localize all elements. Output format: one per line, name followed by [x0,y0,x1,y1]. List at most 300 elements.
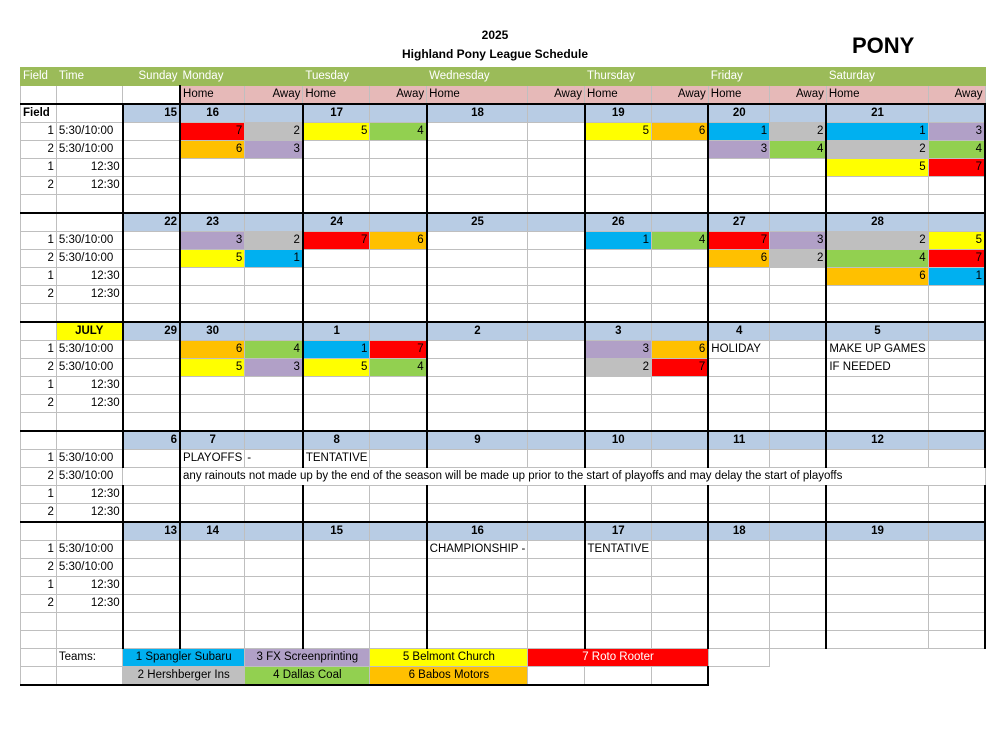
cell [585,559,652,577]
cell [826,504,928,523]
cell [427,304,528,323]
field-number: 2 [21,177,57,195]
cell [180,304,245,323]
title-block [380,26,610,64]
team-number: 3 [928,123,985,141]
team-number: 4 [770,141,827,159]
schedule-note: MAKE UP GAMES [826,341,928,359]
team-number: 3 [180,232,245,250]
cell [528,268,585,286]
team-number: 1 [826,123,928,141]
date-cell: 16 [427,522,528,541]
cell [180,286,245,304]
time-slot: 5:30/10:00 [56,541,122,559]
sunday-cell [123,159,180,177]
schedule-note: TENTATIVE [303,450,370,468]
cell [528,304,585,323]
cell [303,286,370,304]
field-number: 2 [21,395,57,413]
cell [303,486,370,504]
cell [528,141,585,159]
field-number: 2 [21,250,57,268]
cell [528,341,585,359]
date-cell [770,431,827,450]
team-number: 7 [708,232,769,250]
cell [303,595,370,613]
time-slot: 12:30 [56,595,122,613]
cell [585,268,652,286]
cell [427,450,528,468]
cell [180,395,245,413]
cell [585,377,652,395]
game-row [21,268,986,286]
date-cell [652,322,709,341]
cell [708,559,769,577]
cell [708,195,769,214]
cell [708,268,769,286]
home-label: Home [708,86,769,105]
field-number: 2 [21,141,57,159]
cell [427,613,528,631]
time-slot [56,613,122,631]
time-slot: 12:30 [56,268,122,286]
date-cell: 6 [123,431,180,450]
sunday-cell [123,123,180,141]
field-number: 2 [21,468,57,486]
cell [427,504,528,523]
day-header: Wednesday [427,68,528,86]
cell [245,559,303,577]
cell [826,577,928,595]
cell [826,395,928,413]
day-header [928,68,985,86]
team-number: 5 [180,250,245,268]
field-number: 1 [21,541,57,559]
date-cell: 5 [826,322,928,341]
cell [652,667,709,686]
cell [528,450,585,468]
day-header: Saturday [826,68,928,86]
cell [585,667,652,686]
cell [370,631,427,649]
cell [180,613,245,631]
date-cell: 14 [180,522,245,541]
cell [585,286,652,304]
cell [427,395,528,413]
field-header: Field [21,68,57,86]
cell [708,359,769,377]
field-number: 2 [21,359,57,377]
date-cell: 23 [180,213,245,232]
time-header: Time [56,68,122,86]
team-number: 1 [303,341,370,359]
sunday-cell [123,504,180,523]
cell [303,250,370,268]
team-number: 7 [652,359,709,377]
cell [303,141,370,159]
cell [56,213,122,232]
date-cell [770,213,827,232]
teams-legend-row [21,667,986,686]
date-cell [245,522,303,541]
away-label: Away [770,86,827,105]
cell [303,377,370,395]
cell [652,395,709,413]
away-label: Away [528,86,585,105]
cell [370,177,427,195]
cell [528,395,585,413]
cell [528,559,585,577]
date-cell [928,213,985,232]
month-label: JULY [56,322,122,341]
cell [928,341,985,359]
game-row [21,250,986,268]
game-row [21,486,986,504]
date-cell: 8 [303,431,370,450]
away-label: Away [245,86,303,105]
cell [427,486,528,504]
cell [180,595,245,613]
day-header: Friday [708,68,769,86]
day-header [528,68,585,86]
date-cell: 24 [303,213,370,232]
cell [528,286,585,304]
date-cell: 19 [826,522,928,541]
team-number: 6 [826,268,928,286]
date-cell: 19 [585,104,652,123]
cell [928,613,985,631]
date-cell [370,213,427,232]
team-number: 2 [585,359,652,377]
cell [528,195,585,214]
cell [928,631,985,649]
cell [245,177,303,195]
cell [370,595,427,613]
time-slot: 5:30/10:00 [56,123,122,141]
sunday-cell [123,177,180,195]
cell [652,377,709,395]
cell [528,667,585,686]
date-cell: 12 [826,431,928,450]
cell [652,504,709,523]
time-slot [56,195,122,214]
date-cell [528,322,585,341]
date-cell: 28 [826,213,928,232]
team-number: 3 [770,232,827,250]
field-number: 2 [21,504,57,523]
cell [427,250,528,268]
cell [180,177,245,195]
cell [708,577,769,595]
time-slot [56,304,122,323]
cell [770,577,827,595]
cell [928,486,985,504]
cell [770,613,827,631]
rainout-note: any rainouts not made up by the end of the season will be made up prior to the start of playoffs and may delay the start of playoffs [180,468,985,486]
cell [928,177,985,195]
team-number: 7 [180,123,245,141]
cell [180,559,245,577]
cell [245,413,303,432]
cell [245,631,303,649]
date-cell [245,322,303,341]
home-label: Home [585,86,652,105]
cell [427,595,528,613]
date-cell: 30 [180,322,245,341]
cell [427,577,528,595]
teams-legend-row [21,649,986,667]
time-slot: 12:30 [56,177,122,195]
cell [245,613,303,631]
game-row [21,232,986,250]
time-slot: 5:30/10:00 [56,141,122,159]
cell [528,486,585,504]
team-legend-entry: 2 Hershberger Ins [123,667,245,686]
date-cell: 20 [708,104,769,123]
cell [652,631,709,649]
date-cell [770,104,827,123]
cell [528,159,585,177]
cell [303,413,370,432]
time-slot: 5:30/10:00 [56,450,122,468]
field-number [21,613,57,631]
cell [180,268,245,286]
cell [245,377,303,395]
date-cell [528,104,585,123]
division-label: PONY [852,33,915,58]
cell [928,559,985,577]
blank-row [21,413,986,432]
schedule-note: CHAMPIONSHIP - [427,541,528,559]
field-number: 1 [21,377,57,395]
cell [123,86,180,105]
cell [370,504,427,523]
time-slot: 5:30/10:00 [56,468,122,486]
sunday-cell [123,377,180,395]
cell [427,559,528,577]
field-number: 2 [21,595,57,613]
team-number: 6 [180,141,245,159]
day-header [245,68,303,86]
team-number: 3 [245,359,303,377]
date-cell [245,213,303,232]
cell [245,595,303,613]
team-number: 1 [708,123,769,141]
cell [826,195,928,214]
cell [370,559,427,577]
cell [928,595,985,613]
cell [427,359,528,377]
sunday-cell [123,250,180,268]
team-number: 3 [585,341,652,359]
cell [928,359,985,377]
cell [928,504,985,523]
cell [770,268,827,286]
teams-label: Teams: [56,649,122,667]
cell [303,304,370,323]
cell [770,159,827,177]
cell [528,177,585,195]
cell [652,304,709,323]
date-cell: 9 [427,431,528,450]
blank-row [21,613,986,631]
cell [928,541,985,559]
date-cell: 11 [708,431,769,450]
cell [427,377,528,395]
team-number: 2 [770,250,827,268]
date-cell [770,522,827,541]
cell [708,177,769,195]
cell [370,286,427,304]
cell [770,504,827,523]
sunday-cell [123,541,180,559]
cell [652,141,709,159]
day-header [370,68,427,86]
cell [826,286,928,304]
game-row [21,595,986,613]
cell [180,486,245,504]
sunday-cell [123,195,180,214]
cell [528,413,585,432]
date-cell: 21 [826,104,928,123]
cell [708,504,769,523]
cell [56,104,122,123]
game-row [21,577,986,595]
cell [21,431,57,450]
cell [652,286,709,304]
cell [826,413,928,432]
date-cell [245,431,303,450]
away-label: Away [370,86,427,105]
team-number: 1 [585,232,652,250]
game-row [21,123,986,141]
date-cell: 17 [585,522,652,541]
date-cell: 15 [303,522,370,541]
schedule-note: HOLIDAY [708,341,769,359]
home-label: Home [427,86,528,105]
day-header: Thursday [585,68,652,86]
cell [245,395,303,413]
cell [370,541,427,559]
game-row [21,395,986,413]
team-number: 5 [303,123,370,141]
home-away-row [21,86,986,105]
sunday-cell [123,232,180,250]
sunday-cell [123,413,180,432]
cell [770,559,827,577]
cell [56,431,122,450]
team-number: 7 [370,341,427,359]
cell [370,141,427,159]
schedule-note: - [245,450,303,468]
time-slot: 5:30/10:00 [56,250,122,268]
game-row [21,377,986,395]
cell [303,631,370,649]
schedule-note: PLAYOFFS [180,450,245,468]
team-number: 4 [370,123,427,141]
day-header: Sunday [123,68,180,86]
cell [585,413,652,432]
cell [180,195,245,214]
cell [21,213,57,232]
cell [928,577,985,595]
cell [708,613,769,631]
cell [652,159,709,177]
cell [652,559,709,577]
cell [585,577,652,595]
cell [928,304,985,323]
sunday-cell [123,395,180,413]
field-number: 2 [21,559,57,577]
home-label: Home [180,86,245,105]
team-number: 5 [826,159,928,177]
cell [652,541,709,559]
cell [826,631,928,649]
team-number: 5 [303,359,370,377]
cell [303,195,370,214]
schedule-title: Highland Pony League Schedule [401,47,589,61]
cell [180,504,245,523]
cell [770,413,827,432]
sunday-cell [123,359,180,377]
date-cell: 4 [708,322,769,341]
cell [585,450,652,468]
cell [652,268,709,286]
field-number [21,631,57,649]
date-cell: 16 [180,104,245,123]
date-cell: 17 [303,104,370,123]
cell [370,159,427,177]
away-label: Away [652,86,709,105]
date-cell [928,431,985,450]
cell [427,123,528,141]
cell [21,86,57,105]
date-cell: 26 [585,213,652,232]
cell [770,595,827,613]
field-number [21,413,57,432]
sunday-cell [123,468,180,486]
note-row [21,468,986,486]
date-cell [528,213,585,232]
cell [585,395,652,413]
cell [427,195,528,214]
cell [708,450,769,468]
cell [585,195,652,214]
schedule-grid [20,67,986,686]
blank-row [21,195,986,214]
cell [245,504,303,523]
field-number: 1 [21,159,57,177]
schedule-year: 2025 [481,28,509,42]
cell [585,595,652,613]
cell [770,395,827,413]
time-slot: 5:30/10:00 [56,359,122,377]
time-slot: 12:30 [56,377,122,395]
team-number: 6 [652,123,709,141]
team-number: 4 [928,141,985,159]
field-number [21,195,57,214]
cell [652,613,709,631]
team-number: 4 [370,359,427,377]
team-number: 5 [585,123,652,141]
date-cell [652,213,709,232]
cell [303,395,370,413]
cell [303,559,370,577]
date-cell [928,104,985,123]
sunday-cell [123,577,180,595]
cell [370,304,427,323]
sunday-cell [123,559,180,577]
